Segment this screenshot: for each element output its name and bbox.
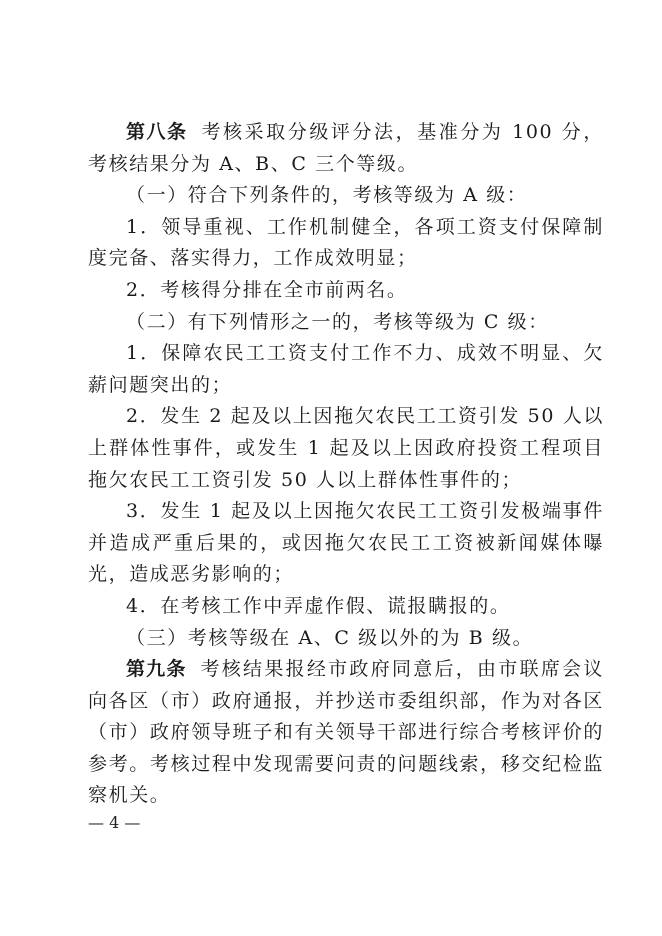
item-c-1: 1．保障农民工工资支付工作不力、成效不明显、欠薪问题突出的； <box>88 342 604 396</box>
clause-b-level: （三）考核等级在 A、C 级以外的为 B 级。 <box>126 626 534 649</box>
item-c-4: 4．在考核工作中弄虚作假、谎报瞒报的。 <box>126 594 511 617</box>
article-heading: 第九条 <box>126 658 187 681</box>
clause-a-level: （一）符合下列条件的，考核等级为 A 级： <box>126 184 528 207</box>
item-c-2: 2．发生 2 起及以上因拖欠农民工工资引发 50 人以上群体性事件，或发生 1 起及以上因政府投资工程项目拖欠农民工工资引发 50 人以上群体性事件的； <box>88 405 604 491</box>
item-a-1: 1．领导重视、工作机制健全，各项工资支付保障制度完备、落实得力，工作成效明显； <box>88 215 604 270</box>
clause-c-level: （二）有下列情形之一的，考核等级为 C 级： <box>126 310 549 333</box>
item-a-2: 2．考核得分排在全市前两名。 <box>126 278 408 301</box>
article-9: 第九条 考核结果报经市政府同意后，由市联席会议向各区（市）政府通报，并抄送市委组织部，作为对各区（市）政府领导班子和有关领导干部进行综合考核评价的参考。考核过程中发现需要问责的问题线索，移交纪检监察机关。 <box>88 658 604 807</box>
document-body <box>88 117 604 812</box>
item-c-3: 3．发生 1 起及以上因拖欠农民工工资引发极端事件并造成严重后果的，或因拖欠农民工工资被新闻媒体曝光，造成恶劣影响的； <box>88 500 604 586</box>
article-heading: 第八条 <box>126 121 188 143</box>
article-8: 第八条 考核采取分级评分法，基准分为 100 分，考核结果分为 A、B、C 三个等级。 <box>88 121 604 175</box>
page-number: — 4 — <box>88 813 141 832</box>
